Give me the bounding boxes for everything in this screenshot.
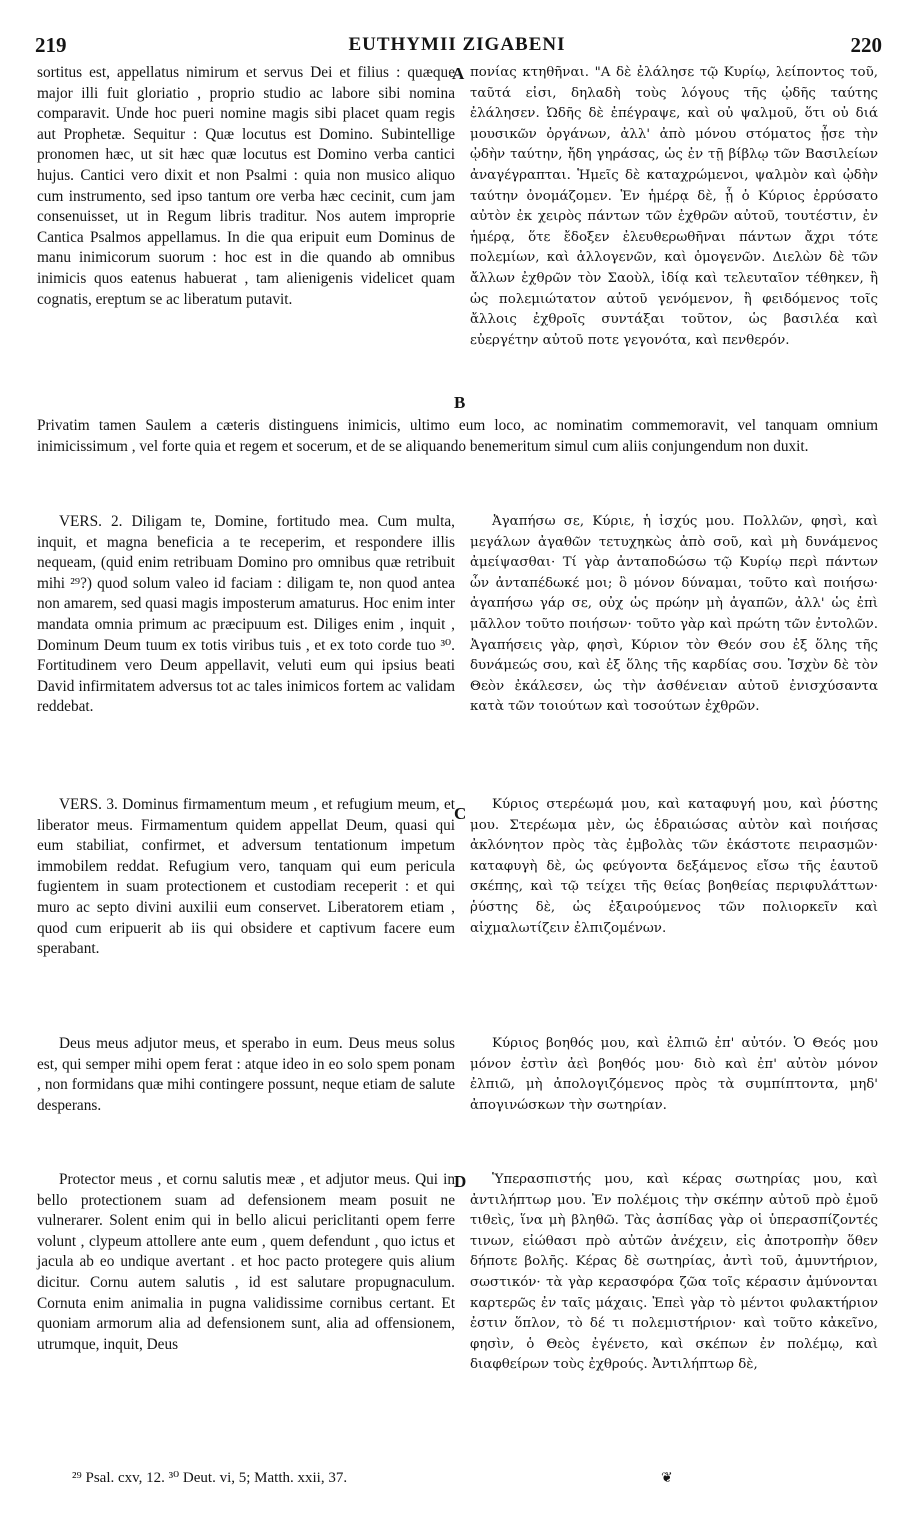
greek-boethos-paragraph: Κύριος βοηθός μου, καὶ ἐλπιῶ ἐπ' αὐτόν. Ὁ Θεός μου μόνον ἐστὶν ἀεὶ βοηθός μου· διὸ καὶ ἐπ' αὐτὸν μόνον ἐλπιῶ, μὴ ἀπολογιζόμενος πρὸς τὰ συμπίπτοντα, μηδ' ἀπογινώσκων τὴν σωτηρίαν.: [470, 1036, 878, 1113]
greek-stereoma-block: [470, 795, 878, 1030]
latin-vers3-paragraph: VERS. 3. Dominus firmamentum meum , et refugium meum, et liberator meus. Firmamentum quidem appellat Deum, quasi qui eum stabiliat, confirmet, et adversum tentationum impetum immobilem reddat. Refugium vero, tanquam qui eum pericula fugientem in suam protectionem et custodiam receperit : et qui muro ac septo divini auxilii eum conservet. Liberatorem etiam , quod cum eripuerit ab iis qui obsidere et captivum facere eum sperabant.: [37, 796, 455, 958]
page-number-right: 220: [850, 33, 882, 57]
section-marker-c: C: [454, 804, 467, 823]
greek-agapeso-block: [470, 512, 878, 792]
latin-full-width-block: [37, 416, 878, 500]
latin-vers3-block: [37, 795, 455, 1030]
latin-protector-paragraph: Protector meus , et cornu salutis meæ , et adjutor meus. Qui in bello protectionem suam ad defensionem meam posuit ne vulnerarer. Solent enim qui in bello alicui periclitanti opem ferre volunt , clypeum attollere ante eum , quem defendunt , quo ictus et jacula ab eo undique avertant . et hoc pacto protegere quis alium dicitur. Cornu autem salutis , id est salutare propugnaculum. Cornuta enim animalia in pugna validissime cornibus certant. Et quoniam armorum alia ad defensionem sunt, alia ad offensionem, utrumque, inquit, Deus: [37, 1171, 455, 1353]
latin-deus-meus-paragraph: Deus meus adjutor meus, et sperabo in eum. Deus meus solus est, qui semper mihi opem ferat : atque ideo in eo solo spem ponam , non formidans quæ mihi contingere possunt, neque etiam de salute desperans.: [37, 1035, 455, 1114]
greek-boethos-block: [470, 1034, 878, 1134]
section-marker-a: A: [452, 64, 465, 83]
footnotes: ²⁹ Psal. cxv, 12. ³⁰ Deut. vi, 5; Matth. xxii, 37.: [72, 1470, 348, 1486]
greek-hyperaspistes-paragraph: Ὑπερασπιστής μου, καὶ κέρας σωτηρίας μου, καὶ ἀντιλήπτωρ μου. Ἐν πολέμοις τὴν σκέπην αὐτοῦ πρὸ ἐμοῦ τιθεὶς, ἵνα μὴ βληθῶ. Τὰς ἀσπίδας γὰρ οἱ ὑπερασπίζοντές τινων, εἰώθασι πρὸ αὐτῶν ἀνέχειν, εἰς ἀποτροπὴν ὅθεν δήποτε βολῆς. Κέρας δὲ σωτηρίας, ἀντὶ τοῦ, ἀμυντήριον, σωστικόν· τὰ γὰρ κερασφόρα ζῶα τοῖς κέρασιν ἀμύνονται καρτερῶς ἐν ταῖς μάχαις. Ἐπεὶ γὰρ τὸ μέντοι φυλακτήριον ἐστιν ὅπλον, τὸ δέ τι πολεμιστήριον· καὶ τοῦτο κἀκεῖνο, φησὶν, ὁ Θεὸς ἐγένετο, καὶ σκέπων ἐν πολέμῳ, καὶ διαφθείρων τοὺς ἐχθρούς. Ἀντιλήπτωρ δὲ,: [470, 1172, 878, 1373]
latin-top-block: [37, 63, 455, 413]
latin-vers2-block: [37, 512, 455, 792]
greek-stereoma-paragraph: Κύριος στερέωμά μου, καὶ καταφυγή μου, καὶ ῥύστης μου. Στερέωμα μὲν, ὡς ἑδραιώσας αὐτὸν καὶ ποιήσας ἀκλόνητον πρὸς τὰς ἐμβολὰς τῶν ἑκάστοτε πειρασμῶν· καταφυγὴ δὲ, ὡς φεύγοντα δεξάμενος εἴσω τῆς ἑαυτοῦ σκέπης, καὶ τῷ τείχει τῆς θείας βοηθείας περιφυλάττων· ῥύστης δὲ, ὡς ἐξαιρούμενος τῶν πολιορκεῖν καὶ αἰχμαλωτίζειν ἐλπιζομένων.: [470, 797, 878, 936]
section-marker-b: B: [454, 393, 466, 412]
latin-vers2-paragraph: VERS. 2. Diligam te, Domine, fortitudo mea. Cum multa, inquit, et magna beneficia a te receperim, et respondere illis nequeam, (quid enim retribuam Domino pro omnibus quæ retribuit mihi ²⁹?) quod solum valeo id faciam : diligam te, non quod antea non amarem, sed quasi magis imposterum amaturus. Hoc enim inter mandata omnia primum ac præcipuum est. Diliges enim , inquit , Dominum Deum tuum ex totis viribus tuis , et ex toto corde tuo ³⁰. Fortitudinem vero Deum appellavit, veluti eum qui ipsius beati David infirmitatem adversus tot ac tales inimicos fortem ac validam reddebat.: [37, 513, 455, 716]
greek-hyperaspistes-block: [470, 1170, 878, 1460]
greek-top-block: [470, 63, 878, 413]
section-marker-d: D: [454, 1172, 467, 1191]
running-title: EUTHYMII ZIGABENI: [348, 34, 566, 55]
printer-ornament-icon: ❦: [661, 1471, 673, 1486]
latin-full-width-paragraph: Privatim tamen Saulem a cæteris distinguens inimicis, ultimo eum loco, ac nominatim commemoravit, vel tanquam omnium inimicissimum , vel forte quia et regem et socerum, et de se aliquando benemeritum simul cum aliis conjungendum non duxit.: [37, 417, 878, 455]
greek-top-paragraph: πονίας κτηθῆναι. "Α δὲ ἐλάλησε τῷ Κυρίῳ, λείποντος τοῦ, ταῦτά εἰσι, δηλαδὴ τοὺς λόγους τῆς ᾠδῆς ταύτης ἐλάλησεν. Ὠδῆς δὲ ἐπέγραψε, καὶ οὐ ψαλμοῦ, ὅτι οὐ διά μουσικῶν ὀργάνων, ἀλλ' ἀπὸ μόνου στόματος ᾖσε τὴν ᾠδὴν ταύτην, ἤδη γηράσας, ὡς ἐν τῇ βίβλῳ τῶν Βασιλείων ἀναγέγραπται. Ἡμεῖς δὲ καταχρώμενοι, ψαλμὸν καὶ ᾠδὴν ταύτην ὀνομάζομεν. Ἐν ἡμέρᾳ δὲ, ᾗ ὁ Κύριος ἐρρύσατο αὐτὸν ἐκ χειρὸς πάντων τῶν ἐχθρῶν αὐτοῦ, τουτέστιν, ἐν ἡμέρᾳ, ὅτε ἔδοξεν ἐλευθερωθῆναι πάντων ἄχρι τότε πολεμίων, καὶ ἀλλογενῶν, καὶ ὁμογενῶν. Διελὼν δὲ τῶν ἄλλων ἐχθρῶν τὸν Σαοὺλ, ἰδίᾳ καὶ τελευταῖον τέθηκεν, ἢ ὡς πολεμιώτατον αὐτοῦ γενόμενον, ἢ φειδόμενος τοῖς ἄλλοις ἐχθροῖς συντάξαι τοῦτον, ὡς βασιλέα καὶ εὐεργέτην αὐτοῦ ποτε γεγονότα, καὶ πενθερόν.: [470, 65, 878, 348]
latin-protector-block: [37, 1170, 455, 1460]
greek-agapeso-paragraph: Ἀγαπήσω σε, Κύριε, ἡ ἰσχύς μου. Πολλῶν, φησὶ, καὶ μεγάλων ἀγαθῶν τετυχηκὼς ἀπὸ σοῦ, καὶ μὴ δυνάμενος ἀμείψασθαι· Τί γὰρ ἀνταποδώσω τῷ Κυρίῳ περὶ πάντων ὧν ἀνταπέδωκέ μοι; ὃ μόνον δύναμαι, τοῦτο καὶ ποιήσω· ἀγαπήσω γάρ σε, οὐχ ὡς πρώην μὴ ἀγαπῶν, ἀλλ' ὡς ἐπὶ μᾶλλον τοῦτο ποιήσων· τοῦτο γὰρ καὶ πρώτη τῶν ἐντολῶν. Ἀγαπήσεις γὰρ, φησὶ, Κύριον τὸν Θεόν σου ἐξ ὅλης τῆς δυνάμεώς σου, καὶ ἐξ ὅλης τῆς καρδίας σου. Ἰσχὺν δὲ τὸν Θεὸν ἐκάλεσεν, ὡς τὴν ἀσθένειαν αὐτοῦ ἐνισχύσαντα κατὰ τῶν τοιούτων καὶ τοσούτων ἐχθρῶν.: [470, 514, 878, 715]
latin-top-paragraph: sortitus est, appellatus nimirum et servus Dei et filius : quæque major illi fuit gloriatio , proprio studio ac labore sibi nomina comparavit. Unde hoc pueri nomine magis sibi placet quam regis aut Prophetæ. Sequitur : Quæ locutus est Domino. Subintellige pronomen hæc, ut sit hæc quæ locutus est Domino verba cantici hujus. Cantici vero dixit et non Psalmi : quia non musico aliquo cum instrumento, sed ipso tantum ore verba hæc cecinit, cum jam consenuisset, ut in Regum libris traditur. Nos autem improprie Cantica Psalmos appellamus. In die qua eripuit eum Dominus de manu inimicorum suorum : hoc est in die quando ab omnibus inimicis quos eatenus habuerat , tam alienigenis videlicet quam cognatis, ereptum se ac liberatum putavit.: [37, 64, 455, 308]
latin-deus-meus-block: [37, 1034, 455, 1166]
page-number-left: 219: [35, 33, 67, 57]
